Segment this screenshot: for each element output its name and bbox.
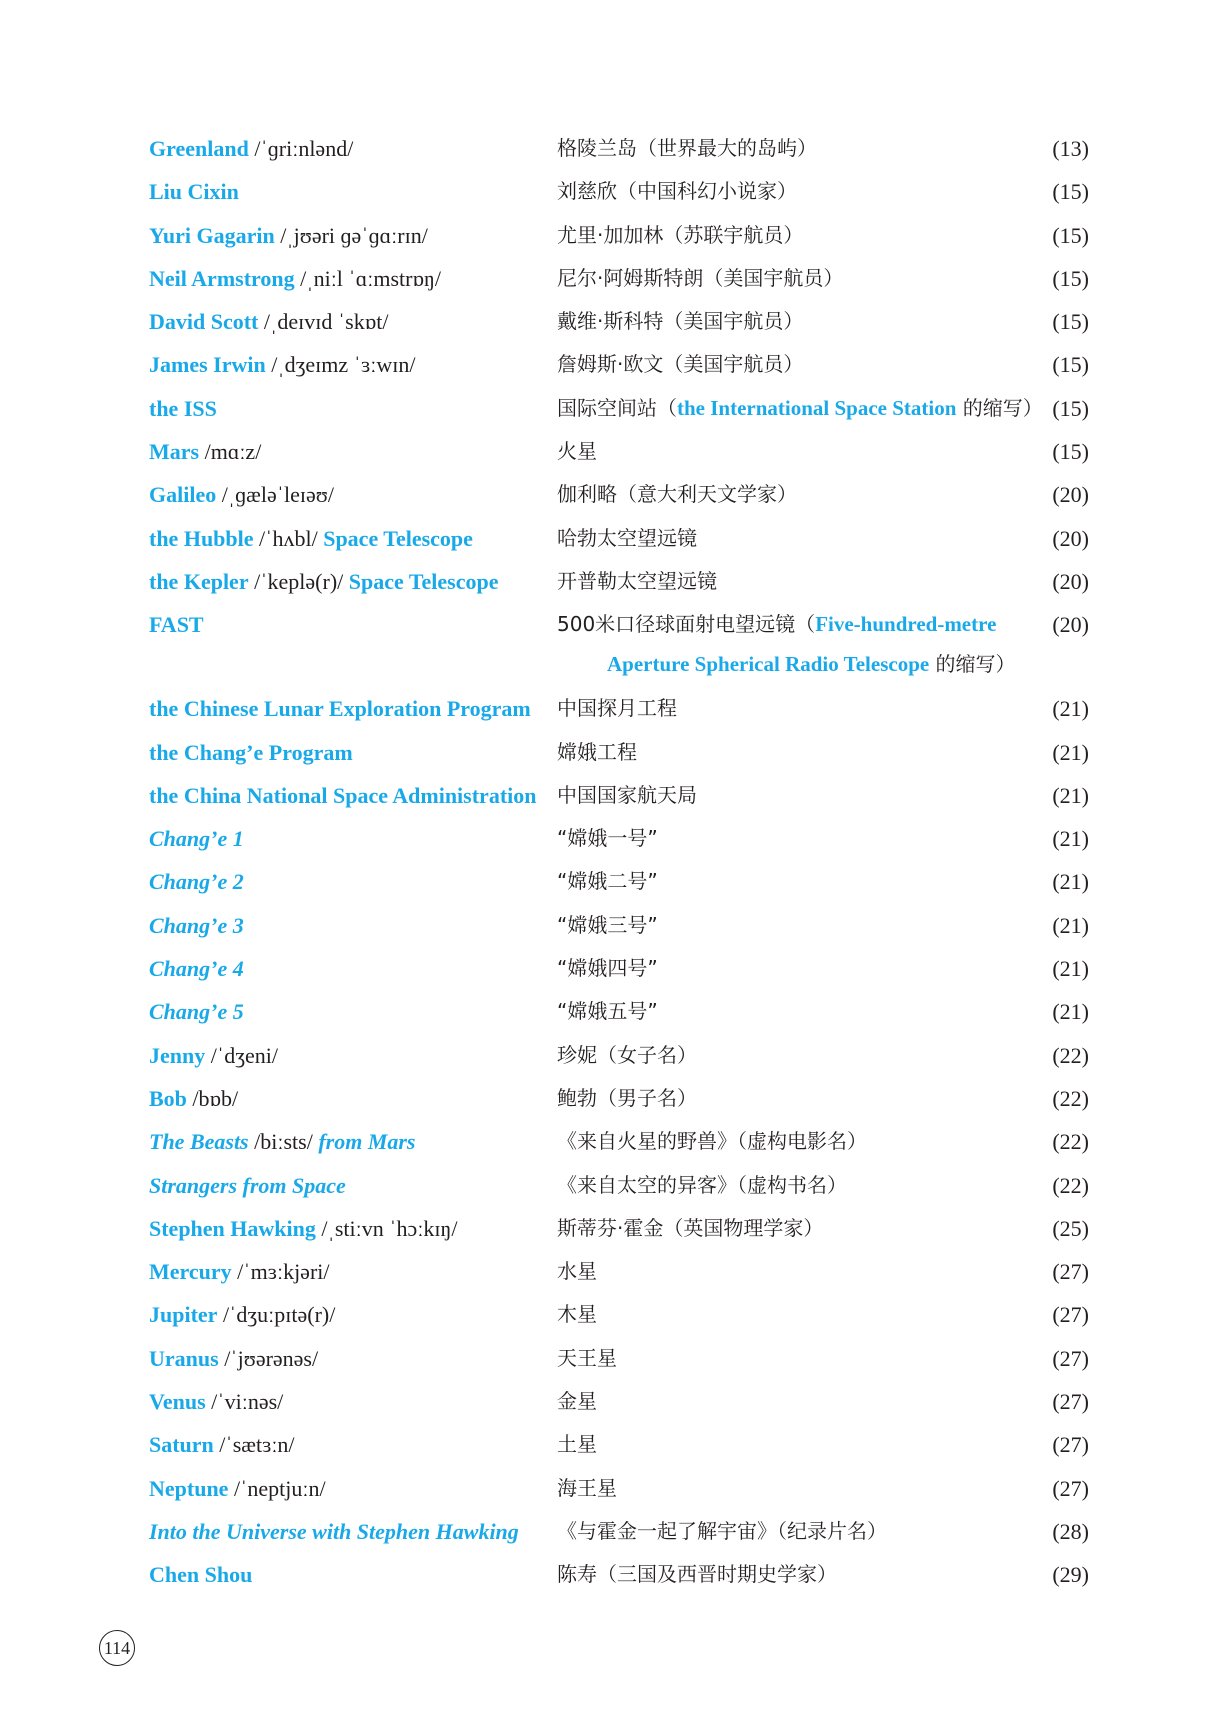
vocab-entry [149,300,1089,343]
entry-page-ref: (22) [1052,1085,1089,1111]
term-english: Chen Shou [149,1562,253,1588]
entry-term [149,774,537,817]
term-english: Mercury [149,1259,232,1285]
term-english: the Kepler [149,568,249,594]
term-english: Chang’e 2 [149,869,244,895]
text-segment: 开普勒太空望远镜 [557,568,717,593]
entry-chinese [557,1510,887,1553]
entry-chinese [557,430,597,473]
entry-page-ref: (15) [1052,439,1089,465]
entry-term [149,517,473,560]
text-segment: 尼尔·阿姆斯特朗（美国宇航员） [557,265,844,290]
entry-page-ref: (21) [1052,956,1089,982]
entry-chinese [557,1207,823,1250]
entry-page-ref: (20) [1052,525,1089,551]
text-segment: 珍妮（女子名） [557,1042,697,1067]
vocab-entry [149,170,1089,213]
text-segment: “嫦娥二号” [557,869,658,894]
entry-page-ref: (15) [1052,222,1089,248]
vocab-entry [149,1553,1089,1596]
entry-page-ref: (29) [1052,1562,1089,1588]
text-segment: 《与霍金一起了解宇宙》（纪录片名） [557,1518,887,1543]
vocab-entry [149,860,1089,903]
term-english: the China National Space Administration [149,782,537,808]
vocab-entry [149,817,1089,860]
entry-term [149,731,353,774]
entry-term [149,1423,295,1466]
entry-term [149,687,531,730]
entry-chinese [557,257,843,300]
entry-page-ref: (27) [1052,1302,1089,1328]
text-segment: 的缩写） [929,652,1016,677]
text-segment: 中国探月工程 [557,696,677,721]
text-segment: 斯蒂芬·霍金（英国物理学家） [557,1215,824,1240]
entry-term [149,1467,326,1510]
entry-page-ref: (20) [1052,482,1089,508]
vocab-entry [149,1250,1089,1293]
text-segment: /ˌstiːvn ˈhɔːkɪŋ/ [315,1215,458,1241]
entry-term [149,1337,318,1380]
entry-chinese [557,343,803,386]
entry-page-ref: (27) [1052,1475,1089,1501]
entry-term [149,300,388,343]
term-english: Mars [149,439,200,465]
entry-chinese [557,1034,697,1077]
vocabulary-list [149,127,1089,1597]
text-segment: 土星 [557,1432,597,1457]
term-english: Saturn [149,1432,214,1458]
entry-chinese [557,300,803,343]
entry-page-ref: (15) [1052,352,1089,378]
vocab-entry [149,1337,1089,1380]
text-segment: /ˈmɜːkjəri/ [231,1259,330,1285]
entry-chinese [557,990,658,1033]
vocab-entry [149,990,1089,1033]
entry-page-ref: (15) [1052,265,1089,291]
entry-page-ref: (21) [1052,869,1089,895]
text-segment: 天王星 [557,1345,617,1370]
entry-chinese [557,1120,867,1163]
entry-page-ref: (20) [1052,612,1089,638]
entry-page-ref: (22) [1052,1129,1089,1155]
entry-page-ref: (15) [1052,179,1089,205]
entry-chinese [557,1337,617,1380]
text-segment: 金星 [557,1389,597,1414]
text-segment: /ˈhʌbl/ [253,525,324,551]
text-segment: 水星 [557,1259,597,1284]
term-english: Jupiter [149,1302,218,1328]
text-segment: /ˌdeɪvɪd ˈskɒt/ [258,309,389,335]
entry-term [149,1510,519,1553]
entry-term [149,343,415,386]
entry-term [149,127,353,170]
text-segment: /ˌniːl ˈɑːmstrɒŋ/ [294,265,441,291]
text-segment: 中国国家航天局 [557,782,697,807]
entry-page-ref: (27) [1052,1259,1089,1285]
entry-page-ref: (15) [1052,395,1089,421]
term-english: the Chang’e Program [149,739,353,765]
entry-chinese [557,1293,597,1336]
term-english: the Chinese Lunar Exploration Program [149,696,531,722]
entry-chinese [557,1467,617,1510]
term-english: Chang’e 3 [149,912,244,938]
entry-term [149,1250,330,1293]
vocab-entry [149,687,1089,730]
vocab-entry [149,387,1089,430]
term-english: Space Telescope [323,525,473,551]
text-segment: /ˈjʊərənəs/ [218,1345,319,1371]
text-segment: /ˈdʒuːpɪtə(r)/ [217,1302,336,1328]
term-english: Chang’e 1 [149,826,244,852]
entry-term [149,1207,458,1250]
term-english: James Irwin [149,352,266,378]
entry-term [149,1553,252,1596]
text-segment: /ˈviːnəs/ [205,1389,284,1415]
text-segment: 海王星 [557,1475,617,1500]
entry-term [149,1293,335,1336]
entry-term [149,214,428,257]
entry-term [149,1164,346,1207]
entry-chinese [557,1553,837,1596]
text-segment: /ˌdʒeɪmz ˈɜːwɪn/ [265,352,416,378]
vocab-entry [149,774,1089,817]
vocab-entry [149,904,1089,947]
text-segment: “嫦娥四号” [557,956,658,981]
entry-chinese [557,170,797,213]
entry-term [149,257,441,300]
term-english: Venus [149,1389,206,1415]
text-segment: “嫦娥三号” [557,912,658,937]
text-segment: 的缩写） [956,395,1043,420]
term-english: Chang’e 4 [149,956,244,982]
text-segment: /ˌjʊəri ɡəˈɡɑːrɪn/ [274,222,428,248]
term-english: from Mars [318,1129,416,1155]
vocab-entry [149,1077,1089,1120]
term-english: the ISS [149,395,217,421]
entry-chinese-continued [607,643,1016,686]
text-segment: 木星 [557,1302,597,1327]
text-segment: /ˌɡæləˈleɪəʊ/ [216,482,334,508]
term-english: Uranus [149,1345,219,1371]
text-segment: 刘慈欣（中国科幻小说家） [557,179,797,204]
entry-page-ref: (21) [1052,696,1089,722]
entry-chinese [557,214,803,257]
vocab-entry [149,1164,1089,1207]
entry-term [149,473,334,516]
vocab-entry [149,1510,1089,1553]
text-segment: 《来自太空的异客》（虚构书名） [557,1172,847,1197]
entry-page-ref: (13) [1052,136,1089,161]
term-english: FAST [149,612,204,638]
vocab-entry [149,257,1089,300]
text-segment: “嫦娥五号” [557,999,658,1024]
entry-term [149,430,261,473]
entry-chinese [557,687,677,730]
text-segment: 嫦娥工程 [557,739,637,764]
entry-page-ref: (21) [1052,912,1089,938]
entry-term [149,904,244,947]
text-segment: 哈勃太空望远镜 [557,525,697,550]
text-segment: “嫦娥一号” [557,826,658,851]
entry-term [149,990,244,1033]
entry-chinese [557,603,996,646]
term-english: Liu Cixin [149,179,239,205]
vocab-entry [149,1423,1089,1466]
entry-chinese [557,560,717,603]
entry-chinese [557,860,658,903]
vocab-entry [149,731,1089,774]
entry-page-ref: (21) [1052,782,1089,808]
term-english: The Beasts [149,1129,249,1155]
text-segment: /biːsts/ [248,1129,319,1155]
vocab-entry [149,560,1089,603]
text-segment: 国际空间站（ [557,395,677,420]
entry-term [149,860,244,903]
entry-chinese [557,904,658,947]
term-english: Neptune [149,1475,229,1501]
entry-chinese [557,517,697,560]
term-english: Galileo [149,482,217,508]
entry-chinese [557,817,658,860]
term-english: Stephen Hawking [149,1215,316,1241]
entry-term [149,1380,283,1423]
entry-chinese [557,473,797,516]
entry-page-ref: (22) [1052,1042,1089,1068]
text-segment: 伽利略（意大利天文学家） [557,482,797,507]
entry-term [149,560,499,603]
entry-page-ref: (21) [1052,739,1089,765]
text-segment: 陈寿（三国及西晋时期史学家） [557,1562,837,1587]
text-segment: /ˈsætɜːn/ [213,1432,295,1458]
entry-page-ref: (21) [1052,826,1089,852]
text-segment: 尤里·加加林（苏联宇航员） [557,222,804,247]
entry-term [149,603,204,646]
term-english: Strangers from Space [149,1172,346,1198]
entry-chinese [557,947,658,990]
entry-term [149,170,239,213]
text-segment: /ˈneptjuːn/ [228,1475,326,1501]
vocab-entry [149,1207,1089,1250]
entry-term [149,387,217,430]
term-english: Bob [149,1085,187,1111]
text-segment: 格陵兰岛（世界最大的岛屿） [557,136,817,160]
vocab-entry [149,1034,1089,1077]
vocab-entry [149,127,1089,170]
entry-page-ref: (15) [1052,309,1089,335]
text-segment: 戴维·斯科特（美国宇航员） [557,309,804,334]
entry-term [149,1077,238,1120]
vocab-entry [149,1467,1089,1510]
term-english: David Scott [149,309,259,335]
highlight-english: the International Space Station [677,395,957,420]
vocab-entry [149,473,1089,516]
term-english: Chang’e 5 [149,999,244,1025]
vocab-entry [149,1380,1089,1423]
text-segment: 《来自火星的野兽》（虚构电影名） [557,1129,867,1154]
entry-chinese [557,127,817,170]
vocab-entry [149,1293,1089,1336]
term-english: Yuri Gagarin [149,222,275,248]
page-number: 114 [99,1630,135,1666]
entry-chinese [557,1250,597,1293]
term-english: Jenny [149,1042,206,1068]
vocab-entry [149,343,1089,386]
entry-page-ref: (20) [1052,568,1089,594]
term-english: Into the Universe with Stephen Hawking [149,1518,519,1544]
text-segment: /ˈɡriːnlənd/ [248,136,354,161]
entry-page-ref: (27) [1052,1432,1089,1458]
highlight-english: Aperture Spherical Radio Telescope [607,652,930,677]
vocab-entry [149,1120,1089,1163]
entry-term [149,1034,278,1077]
text-segment: /ˈdʒeni/ [205,1042,278,1068]
entry-chinese [557,387,1043,430]
vocab-entry [149,947,1089,990]
entry-page-ref: (21) [1052,999,1089,1025]
vocab-entry [149,430,1089,473]
text-segment: 詹姆斯·欧文（美国宇航员） [557,352,804,377]
text-segment: /ˈkeplə(r)/ [248,568,349,594]
entry-chinese [557,1077,697,1120]
entry-chinese [557,1164,847,1207]
entry-chinese [557,1423,597,1466]
entry-page-ref: (28) [1052,1518,1089,1544]
entry-page-ref: (25) [1052,1215,1089,1241]
entry-chinese [557,774,697,817]
vocab-entry [149,517,1089,560]
term-english: Space Telescope [348,568,499,594]
entry-term [149,1120,416,1163]
text-segment: 火星 [557,439,597,464]
text-segment: 500米口径球面射电望远镜（ [557,612,816,637]
text-segment: 鲍勃（男子名） [557,1085,697,1110]
term-english: Greenland [149,136,249,161]
entry-chinese [557,1380,597,1423]
entry-page-ref: (27) [1052,1389,1089,1415]
entry-term [149,947,244,990]
term-english: Neil Armstrong [149,265,295,291]
entry-page-ref: (27) [1052,1345,1089,1371]
text-segment: /bɒb/ [186,1085,239,1111]
term-english: the Hubble [149,525,254,551]
entry-chinese [557,731,637,774]
vocab-entry [149,214,1089,257]
vocab-entry [149,603,1089,687]
entry-page-ref: (22) [1052,1172,1089,1198]
text-segment: /mɑːz/ [199,439,262,465]
entry-term [149,817,244,860]
highlight-english: Five-hundred-metre [815,612,997,637]
